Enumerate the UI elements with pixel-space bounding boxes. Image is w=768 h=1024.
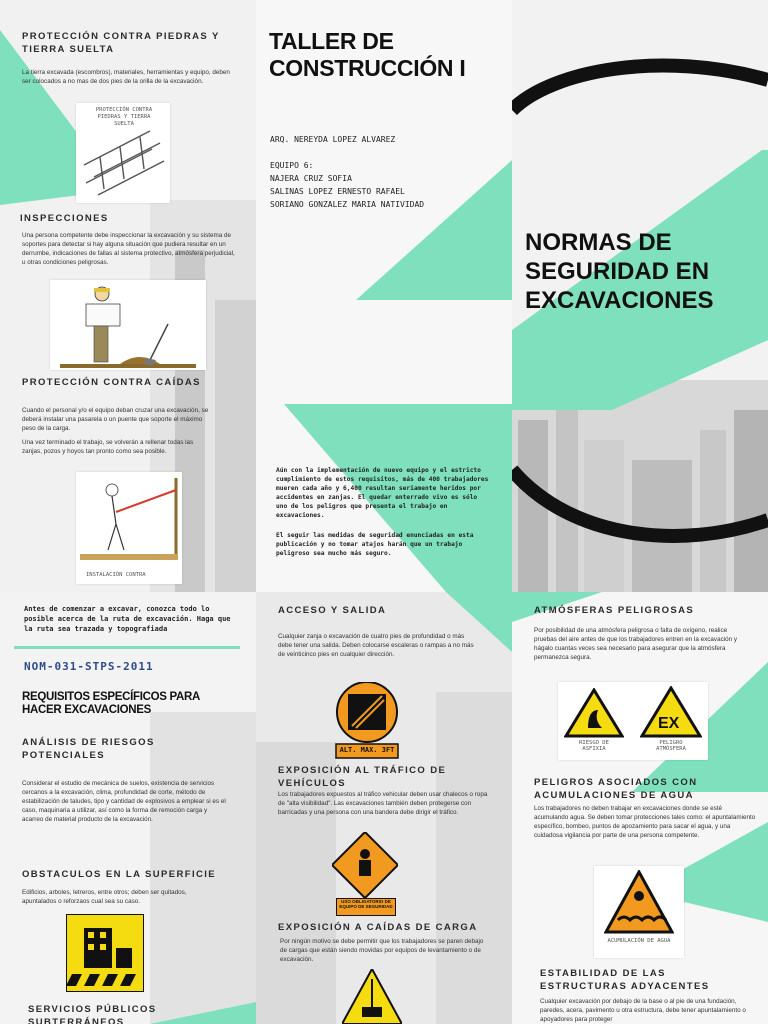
team-member: NAJERA CRUZ SOFIA bbox=[270, 174, 352, 183]
illustration-shoring bbox=[76, 103, 170, 203]
illustration-caption: INSTALACIÓN CONTRA bbox=[86, 572, 146, 578]
fall-protection-drawing bbox=[76, 472, 182, 572]
building-shape bbox=[556, 400, 578, 592]
section-body-rocks: La tierra excavada (escombros), materiales, herramientas y equipo, deben ser colocados a no mas de dos pies de la orilla de la excavación. bbox=[22, 69, 230, 85]
sign-caption: RIESGO DE ASFIXIA bbox=[579, 740, 609, 752]
section-body-stability: Cualquier excavación por debajo de la base o al pie de una fundación, paredes, acera, pavimento u otra estructura, debe tener apuntalamiento o apoyadores para proteger bbox=[540, 998, 746, 1023]
nom-code: NOM-031-STPS-2011 bbox=[24, 660, 154, 673]
section-title-water: PELIGROS ASOCIADOS CON ACUMULACIONES DE AGUA bbox=[534, 777, 698, 801]
svg-text:EX: EX bbox=[658, 715, 680, 732]
building-shape bbox=[215, 300, 256, 592]
section-title-loads: EXPOSICIÓN A CAÍDAS DE CARGA bbox=[278, 922, 478, 933]
panel-atmosphere-water bbox=[512, 592, 768, 1024]
page-title-line1: TALLER DE bbox=[269, 28, 394, 54]
main-title-line1: NORMAS DE bbox=[525, 229, 672, 256]
sign-caption: PELIGRO ATMÓSFERA bbox=[656, 740, 686, 752]
illustration-caption: ACUMULACIÓN DE AGUA bbox=[607, 938, 671, 944]
section-title-traffic: EXPOSICIÓN AL TRÁFICO DE VEHÍCULOS bbox=[278, 765, 447, 789]
intro-route: Antes de comenzar a excavar, conozca todo lo posible acerca de la ruta de excavación. Haga que la ruta sea trazada y topografiada bbox=[24, 605, 231, 633]
panel-requirements bbox=[0, 592, 256, 1024]
section-title-risk: ANÁLISIS DE RIESGOS POTENCIALES bbox=[22, 737, 155, 761]
section-title-rocks: PROTECCIÓN CONTRA PIEDRAS Y TIERRA SUELTA bbox=[22, 31, 220, 55]
main-title-line2: SEGURIDAD EN bbox=[525, 258, 710, 285]
team-member: SALINAS LOPEZ ERNESTO RAFAEL bbox=[270, 187, 405, 196]
section-title-inspections: INSPECCIONES bbox=[20, 213, 109, 224]
section-body-falls-1: Cuando el personal y/o el equipo deban cruzar una excavación, se deberá instalar una pasarela o un puente que soporte el máximo peso de la carga. bbox=[22, 407, 209, 432]
intro-paragraph-1: Aún con la implementación de nuevo equipo y el estricto cumplimiento de estos requisitos, más de 400 trabajadores mueren cada año y 6,400 resultan seriamente heridos por accidentes en zanjas. El quedar enterrado vivo es sólo uno de los peligros que presenta el trabajo en excavaciones. bbox=[276, 467, 489, 519]
illustration-caption: PROTECCIÓN CONTRA PIEDRAS Y TIERRA SUELTA bbox=[95, 107, 153, 127]
building-shape bbox=[632, 460, 692, 592]
requirements-title: REQUISITOS ESPECÍFICOS PARA HACER EXCAVACIONES bbox=[22, 691, 200, 716]
panel-excavation-protection bbox=[0, 0, 256, 592]
building-shape bbox=[734, 410, 768, 592]
city-backdrop bbox=[436, 692, 512, 1024]
water-accumulation-icon bbox=[604, 870, 674, 934]
building-shape bbox=[700, 430, 726, 592]
section-body-risk: Considerar el estudio de mecánica de suelos, existencia de servicios cercanos a la excavación, clima, profundidad de corte, método de estabilización de taludes, tipo y cantidad de explosivos a emplear si es el caso, maquinaria a utilizar, así como la forma de remoción carga y acarreo de material producto de la excavación. bbox=[22, 780, 226, 823]
title-block bbox=[269, 28, 465, 82]
panel-access-traffic bbox=[256, 592, 512, 1024]
safety-gear-sign-icon bbox=[332, 832, 398, 898]
section-body-water: Los trabajadores no deben trabajar en excavaciones donde se esté acumulando agua. Se deben tomar protecciones tales como: el apuntalamiento específico, bombeo, puntos de apozamiento para sacar el agua, y una cuidadosa vigilancia por parte de una persona competente. bbox=[534, 805, 756, 839]
atmosphere-sign-icon bbox=[640, 686, 702, 738]
section-title-access: ACCESO Y SALIDA bbox=[278, 605, 387, 616]
illustration-atmosphere-signs bbox=[558, 682, 708, 760]
section-title-underground: SERVICIOS PÚBLICOS SUBTERRÁNEOS bbox=[28, 1004, 157, 1024]
inspector-drawing bbox=[50, 280, 206, 370]
main-title-block bbox=[525, 228, 713, 315]
section-title-obstacles: OBSTACULOS EN LA SUPERFICIE bbox=[22, 869, 217, 880]
teacher-name: ARQ. NEREYDA LOPEZ ALVAREZ bbox=[270, 135, 396, 144]
accent-underline bbox=[14, 646, 240, 649]
section-body-traffic: Los trabajadores expuestos al tráfico vehicular deben usar chalecos o ropa de "alta visibilidad". Las excavaciones también deben protegerse con barricadas y una persona con una bandera debe dirigir el tráfico. bbox=[278, 791, 488, 816]
section-body-loads: Por ningún motivo se debe permitir que los trabajadores se paren debajo de cargas que están siendo movidas por equipos de levantamiento o de excavación. bbox=[280, 938, 484, 963]
page-title-line2: CONSTRUCCIÓN I bbox=[269, 55, 466, 81]
section-title-falls: PROTECCIÓN CONTRA CAÍDAS bbox=[22, 377, 201, 388]
main-title-line3: EXCAVACIONES bbox=[525, 287, 714, 314]
illustration-fall-protection bbox=[76, 472, 182, 584]
safety-gear-sign-label: USO OBLIGATORIO DE EQUIPO DE SEGURIDAD bbox=[336, 898, 396, 916]
section-body-access: Cualquier zanja o excavación de cuatro pies de profundidad o más debe tener una salida. Deben colocarse escaleras o rampas a no más de veinticinco pies en cualquier dirección. bbox=[278, 633, 474, 658]
accent-triangle bbox=[356, 160, 512, 300]
section-body-inspections: Una persona competente debe inspeccionar la excavación y su sistema de soportes para detectar si hay alguna situación que pudiera resultar en un derrumbe, indicaciones de fallas al sistema protectivo, atmósfera perjudicial, u otras condiciones peligrosas. bbox=[22, 232, 235, 266]
panel-cover-title bbox=[512, 0, 768, 592]
shoring-drawing bbox=[80, 125, 166, 199]
intro-paragraph-2: El seguir las medidas de seguridad enunciadas en esta publicación y no tomar atajos harán que un trabajo peligroso sea mucho más seguro. bbox=[276, 532, 474, 557]
section-title-atmosphere: ATMÓSFERAS PELIGROSAS bbox=[534, 605, 695, 616]
section-body-obstacles: Edificios, arboles, letreros, entre otros; deben ser quitados, apuntalados o reforzaos cual sea su caso. bbox=[22, 889, 187, 905]
team-member: SORIANO GONZALEZ MARIA NATIVIDAD bbox=[270, 200, 425, 209]
panel-cover-credits bbox=[256, 0, 512, 592]
section-body-atmosphere: Por posibilidad de una atmósfera peligrosa o falta de oxígeno, realice pruebas del aire antes de que los trabajadores entren en la excavación y hágalo cuantas veces sea necesario para asegurar que la atmósfera permanezca segura. bbox=[534, 627, 738, 661]
building-collapse-icon bbox=[66, 914, 144, 992]
falling-load-sign-icon bbox=[342, 969, 402, 1024]
section-title-stability: ESTABILIDAD DE LAS ESTRUCTURAS ADYACENTES bbox=[540, 968, 710, 992]
illustration-water bbox=[594, 866, 684, 958]
section-body-falls-2: Una vez terminado el trabajo, se volverán a rellenar todas las zanjas, pozos y hoyos tan pronto como sea posible. bbox=[22, 439, 194, 455]
asphyxia-sign-icon bbox=[564, 688, 624, 738]
illustration-inspector bbox=[50, 280, 206, 370]
team-label: EQUIPO 6: bbox=[270, 161, 314, 170]
ladder-sign-label: ALT. MAX. 3FT bbox=[339, 746, 395, 754]
